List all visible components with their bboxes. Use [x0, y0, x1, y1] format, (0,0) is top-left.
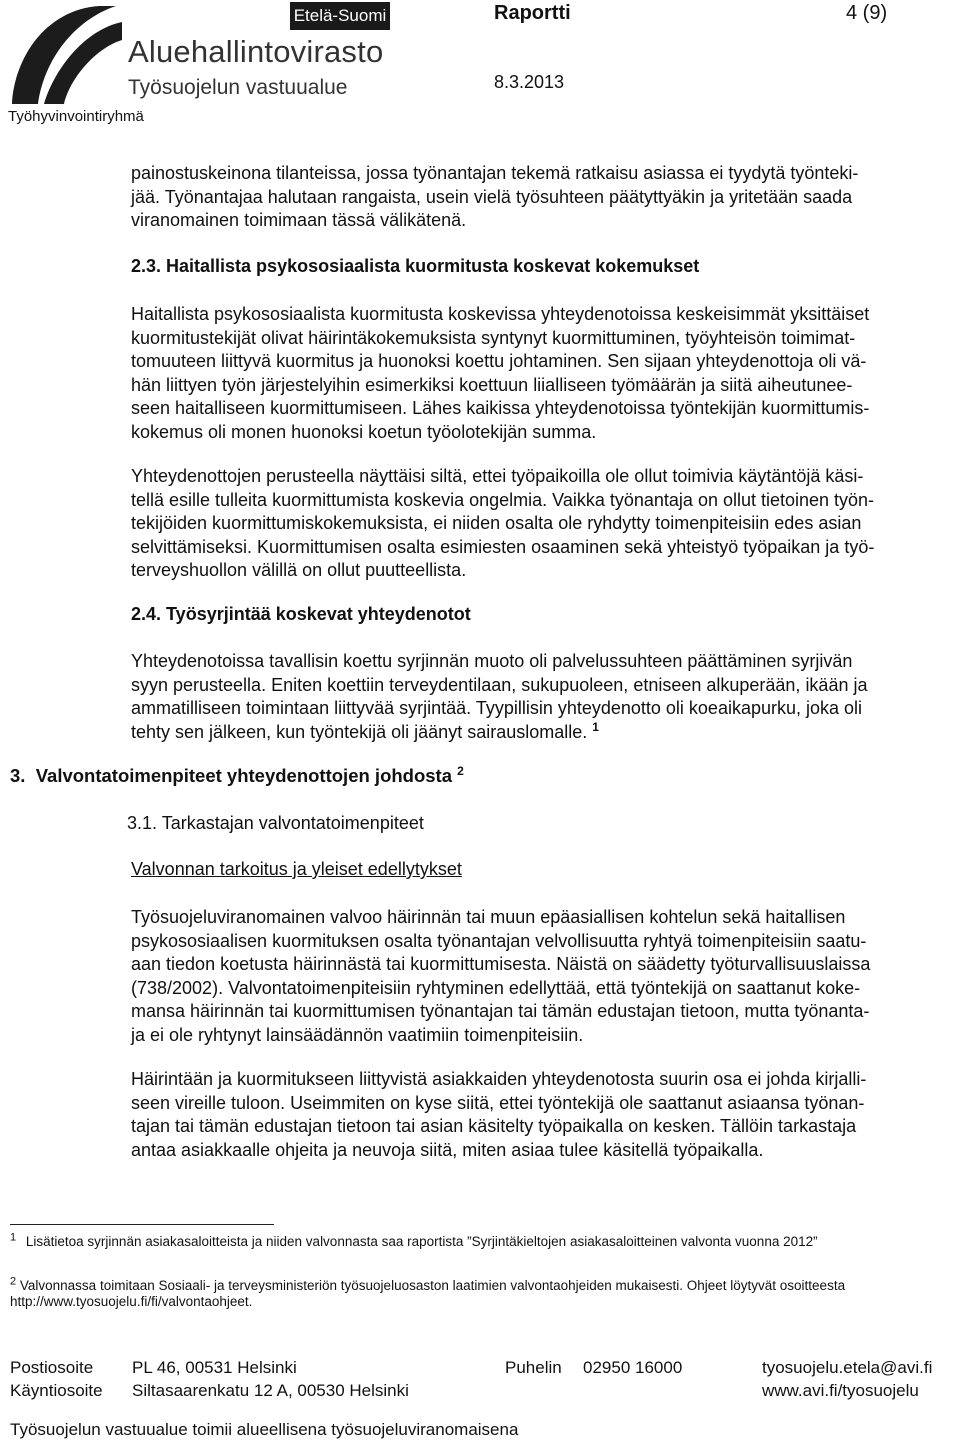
section-3-heading: 3. Valvontatoimenpiteet yhteydenottojen johdosta $^2$ — [10, 763, 464, 786]
footer-phone-value: 02950 16000 — [583, 1358, 683, 1377]
footer-post-value: PL 46, 00531 Helsinki — [132, 1358, 297, 1377]
section-2-3-paragraph-2: Yhteydenottojen perusteella näyttäisi siltä, ettei työpaikoilla ole ollut toimivia käytäntöjä käsi- tellä esille tulleita kuormittumista koskevia ongelmia. Vaikka työnantaja on ollut tietoinen työn- tekijöiden kuormittumiskokemuksista, ei niiden osalta ole ryhdytty toimenpiteisiin edes asian selvittämiseksi. Kuormittumisen osalta esimiesten osaaminen sekä yhteistyö työpaikan ja työ- terveyshuollon välillä on ollut puutteellista. — [131, 466, 875, 580]
section-2-4-paragraph: Yhteydenotoissa tavallisin koettu syrjinnän muoto oli palvelussuhteen päättäminen syrjivän syyn perusteella. Eniten koettiin terveydentilaan, sukupuoleen, etniseen alkuperään, ikään ja ammatilliseen toimintaan liittyvää syrjintää. Tyypillisin yhteydenotto oli koeaikapurku, joka oli tehty sen jälkeen, kun työntekijä oli jäänyt sairauslomalle. $^1$ — [131, 651, 868, 742]
footer-visit-value: Siltasaarenkatu 12 A, 00530 Helsinki — [132, 1381, 409, 1400]
footer-email-link[interactable]: tyosuojelu.etela@avi.fi — [762, 1358, 933, 1377]
footer-post-label: Postiosoite — [10, 1358, 94, 1377]
section-2-3-heading: 2.3. Haitallista psykososiaalista kuormitusta koskevat kokemukset — [131, 256, 700, 276]
section-3-paragraph-1: Työsuojeluviranomainen valvoo häirinnän tai muun epäasiallisen kohtelun sekä haitallisen psykososiaalisen kuormituksen osalta työnantajan velvollisuutta ryhtyä toimenpiteisiin saatu- aan tiedon koetusta häirinnästä tai kuormittumisesta. Näistä on säädetty työturvallisuuslaissa (738/2002). Valvontatoimenpiteisiin ryhtyminen edellyttää, että työntekijä on saattanut koke- mansa häirinnän tai kuormittumisen työnantajan tai tämän edustajan tietoon, mutta työnanta- ja ei ole ryhtynyt lainsäädännön vaatimiin toimenpiteisiin. — [131, 907, 871, 1045]
document-type: Raportti — [494, 2, 571, 24]
section-2-3-paragraph-1: Haitallista psykososiaalista kuormitusta koskevissa yhteydenotoissa keskeisimmät yksittäiset kuormitustekijät olivat häirintäkokemuksista syntynyt kuormittuminen, työyhteisön toimimat- tomuuteen liittyvä kuormitus ja huonoksi koettu johtaminen. Sen sijaan yhteydenottoja oli vä- hän liittyen työn järjestelyihin esimerkiksi koettuun liialliseen työmäärän ja siitä aiheutunee- seen haitalliseen kuormittumiseen. Lähes kaikissa yhteydenotoissa työntekijän kuormittumis- kokemus oli monen huonoksi koetun työolotekijän summa. — [131, 304, 870, 442]
valvontaohjeet-link[interactable]: http://www.tyosuojelu.fi/fi/valvontaohjeet. — [10, 1294, 253, 1309]
footnote-1: $^1$ Lisätietoa syrjinnän asiakasaloitteista ja niiden valvonnasta saa raportista ”Syrjintäkieltojen asiakasaloitteinen valvonta vuonna 2012” — [10, 1231, 818, 1249]
footnote-ref-2[interactable]: 2 — [457, 763, 464, 778]
unit-name: Työsuojelun vastuualue — [128, 76, 348, 99]
intro-paragraph: painostuskeinona tilanteissa, jossa työnantajan tekemä ratkaisu asiassa ei tyydytä työnteki- jää. Työnantajaa halutaan rangaista, usein vielä työsuhteen päätyttyäkin ja yritetään saada viranomainen toimimaan tässä välikätenä. — [131, 163, 859, 230]
footer-visit-label: Käyntiosoite — [10, 1381, 103, 1400]
subsection-underlined-heading: Valvonnan tarkoitus ja yleiset edellytykset — [131, 859, 462, 879]
footer-phone-label: Puhelin — [505, 1358, 562, 1377]
agency-logo-icon — [4, 0, 124, 108]
footnote-2: $^2$ Valvonnassa toimitaan Sosiaali- ja terveysministeriön työsuojeluosaston laatimien valvontaohjeiden mukaisesti. Ohjeet löytyvät osoitteesta http://www.tyosuojelu.fi/fi/valvontaohjeet. — [10, 1278, 940, 1310]
group-name: Työhyvinvointiryhmä — [8, 108, 144, 125]
footnote-ref-1[interactable]: 1 — [592, 719, 599, 734]
region-badge: Etelä-Suomi — [290, 2, 390, 30]
agency-name: Aluehallintovirasto — [128, 34, 384, 69]
section-2-4-heading: 2.4. Työsyrjintää koskevat yhteydenotot — [131, 604, 471, 624]
section-3-1-heading: 3.1. Tarkastajan valvontatoimenpiteet — [127, 813, 424, 833]
page-number: 4 (9) — [846, 2, 888, 24]
footer-statement: Työsuojelun vastuualue toimii alueellisena työsuojeluviranomaisena — [10, 1420, 519, 1439]
footer-web-link[interactable]: www.avi.fi/tyosuojelu — [762, 1381, 919, 1400]
document-date: 8.3.2013 — [494, 72, 565, 92]
section-3-paragraph-2: Häirintään ja kuormitukseen liittyvistä asiakkaiden yhteydenotosta suurin osa ei johda kirjalli- seen vireille tuloon. Useimmiten on kyse siitä, ettei työntekijä ole saattanut asiaansa työnan- tajan tai tämän edustajan tietoon tai asian käsitelty työpaikalla on kesken. Tällöin tarkastaja antaa asiakkaalle ohjeita ja neuvoja siitä, miten asiaa tulee käsitellä työpaikalla. — [131, 1069, 867, 1160]
footnote-separator — [10, 1224, 274, 1225]
